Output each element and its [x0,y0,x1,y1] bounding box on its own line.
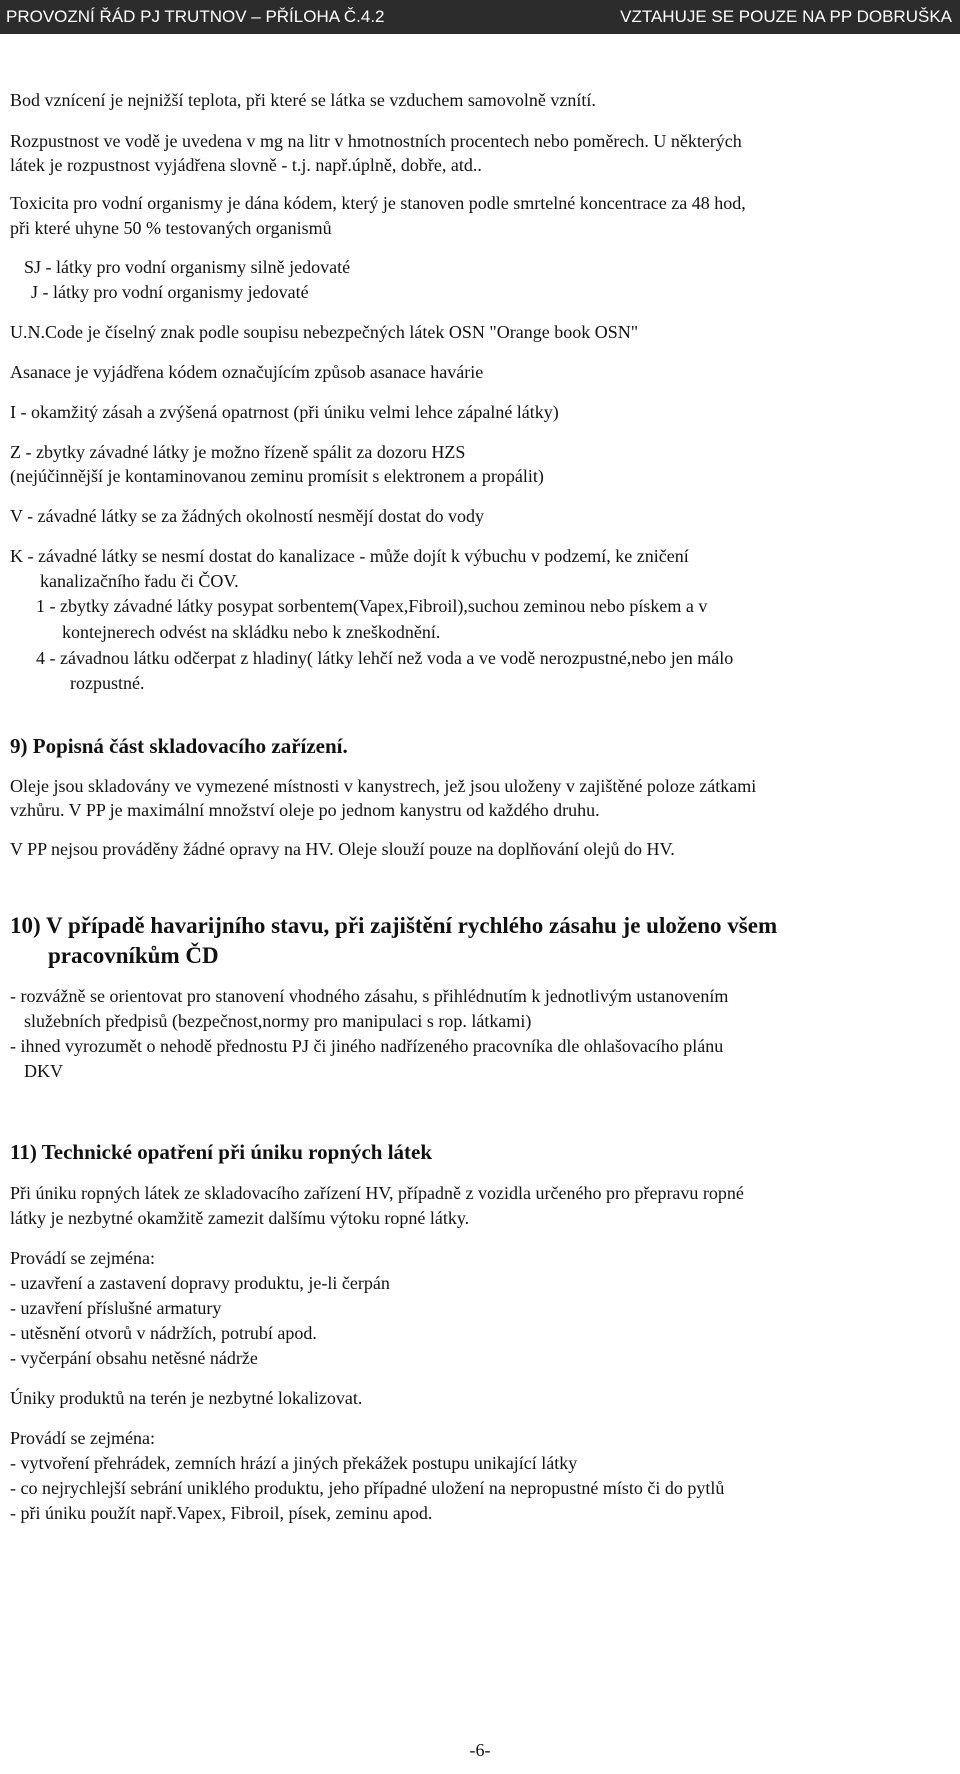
section-11-list1-item: - uzavření a zastavení dopravy produktu, je-li čerpán [10,1273,390,1293]
section-9-p1-line1: Oleje jsou skladovány ve vymezené místnosti v kanystrech, jež jsou uloženy v zajištěné poloze zátkami [10,776,757,796]
para-solubility-line2: látek je rozpustnost vyjádřena slovně - t.j. např.úplně, dobře, atd.. [10,155,482,175]
code-k-line1: K - závadné látky se nesmí dostat do kanalizace - může dojít k výbuchu v podzemí, ke zničení [10,546,689,566]
code-v: V - závadné látky se za žádných okolností nesmějí dostat do vody [10,506,485,526]
para-toxicity-line1: Toxicita pro vodní organismy je dána kódem, který je stanoven podle smrtelné koncentrace za 48 hod, [10,193,746,213]
section-11-list2-title: Provádí se zejména: [10,1428,155,1448]
section-11-list2-item: - při úniku použít např.Vapex, Fibroil, písek, zeminu apod. [10,1503,433,1523]
section-10-heading-line1: 10) V případě havarijního stavu, při zajištění rychlého zásahu je uloženo všem [10,913,778,938]
para-asanace: Asanace je vyjádřena kódem označujícím způsob asanace havárie [10,362,484,382]
section-11-localize: Úniky produktů na terén je nezbytné lokalizovat. [10,1388,363,1408]
header-left-title: PROVOZNÍ ŘÁD PJ TRUTNOV – PŘÍLOHA Č.4.2 [6,7,385,26]
section-10-item1-line2: služebních předpisů (bezpečnost,normy pro manipulaci s rop. látkami) [24,1011,532,1031]
code-z-line2: (nejúčinnější je kontaminovanou zeminu promísit s elektronem a propálit) [10,466,544,486]
section-10-item2-line2: DKV [24,1061,63,1081]
code-k-line2: kanalizačního řadu či ČOV. [40,571,239,591]
section-11-list2-item: - vytvoření přehrádek, zemních hrází a jiných překážek postupu unikající látky [10,1453,578,1473]
section-10-item2-line1: - ihned vyrozumět o nehodě přednostu PJ či jiného nadřízeného pracovníka dle ohlašovacího plánu [10,1036,724,1056]
section-11-list1-item: - vyčerpání obsahu netěsné nádrže [10,1348,258,1368]
para-solubility-line1: Rozpustnost ve vodě je uvedena v mg na litr v hmotnostních procentech nebo poměrech. U některých [10,131,742,151]
section-10-item1-line1: - rozvážně se orientovat pro stanovení vhodného zásahu, s přihlédnutím k jednotlivým ustanovením [10,986,729,1006]
section-9-heading: 9) Popisná část skladovacího zařízení. [10,734,348,758]
section-11-intro-line1: Při úniku ropných látek ze skladovacího zařízení HV, případně z vozidla určeného pro přepravu ropné [10,1183,744,1203]
page-header [0,0,960,34]
page-number: -6- [469,1740,491,1760]
section-11-list2-item: - co nejrychlejší sebrání uniklého produktu, jeho případné uložení na nepropustné místo či do pytlů [10,1478,725,1498]
section-9-p1-line2: vzhůru. V PP je maximální množství oleje po jednom kanystru od každého druhu. [10,800,600,820]
para-toxicity-line2: při které uhyne 50 % testovaných organismů [10,218,332,238]
section-11-intro-line2: látky je nezbytné okamžitě zamezit dalšímu výtoku ropné látky. [10,1208,470,1228]
section-9-p2: V PP nejsou prováděny žádné opravy na HV. Oleje slouží pouze na doplňování olejů do HV. [10,839,675,859]
code-i: I - okamžitý zásah a zvýšená opatrnost (při úniku velmi lehce zápalné látky) [10,402,559,422]
section-11-list1-title: Provádí se zejména: [10,1248,155,1268]
section-11-list1-item: - uzavření příslušné armatury [10,1298,222,1318]
code-1-line1: 1 - zbytky závadné látky posypat sorbentem(Vapex,Fibroil),suchou zeminou nebo pískem a v [36,596,708,616]
section-11-heading: 11) Technické opatření při úniku ropných látek [10,1140,433,1164]
toxicity-sj: SJ - látky pro vodní organismy silně jedovaté [24,257,351,277]
section-11-list1-item: - utěsnění otvorů v nádržích, potrubí apod. [10,1323,317,1343]
header-right-note: VZTAHUJE SE POUZE NA PP DOBRUŠKA [620,7,952,26]
code-4-line1: 4 - závadnou látku odčerpat z hladiny( látky lehčí než voda a ve vodě nerozpustné,nebo jen málo [36,648,734,668]
toxicity-j: J - látky pro vodní organismy jedovaté [31,282,309,302]
code-4-line2: rozpustné. [70,673,145,693]
code-1-line2: kontejnerech odvést na skládku nebo k zneškodnění. [62,622,441,642]
section-10-heading-line2: pracovníkům ČD [48,943,219,968]
code-z-line1: Z - zbytky závadné látky je možno řízeně spálit za dozoru HZS [10,442,466,462]
para-ignition: Bod vznícení je nejnižší teplota, při které se látka se vzduchem samovolně vznítí. [10,90,596,110]
para-uncode: U.N.Code je číselný znak podle soupisu nebezpečných látek OSN "Orange book OSN" [10,322,639,342]
